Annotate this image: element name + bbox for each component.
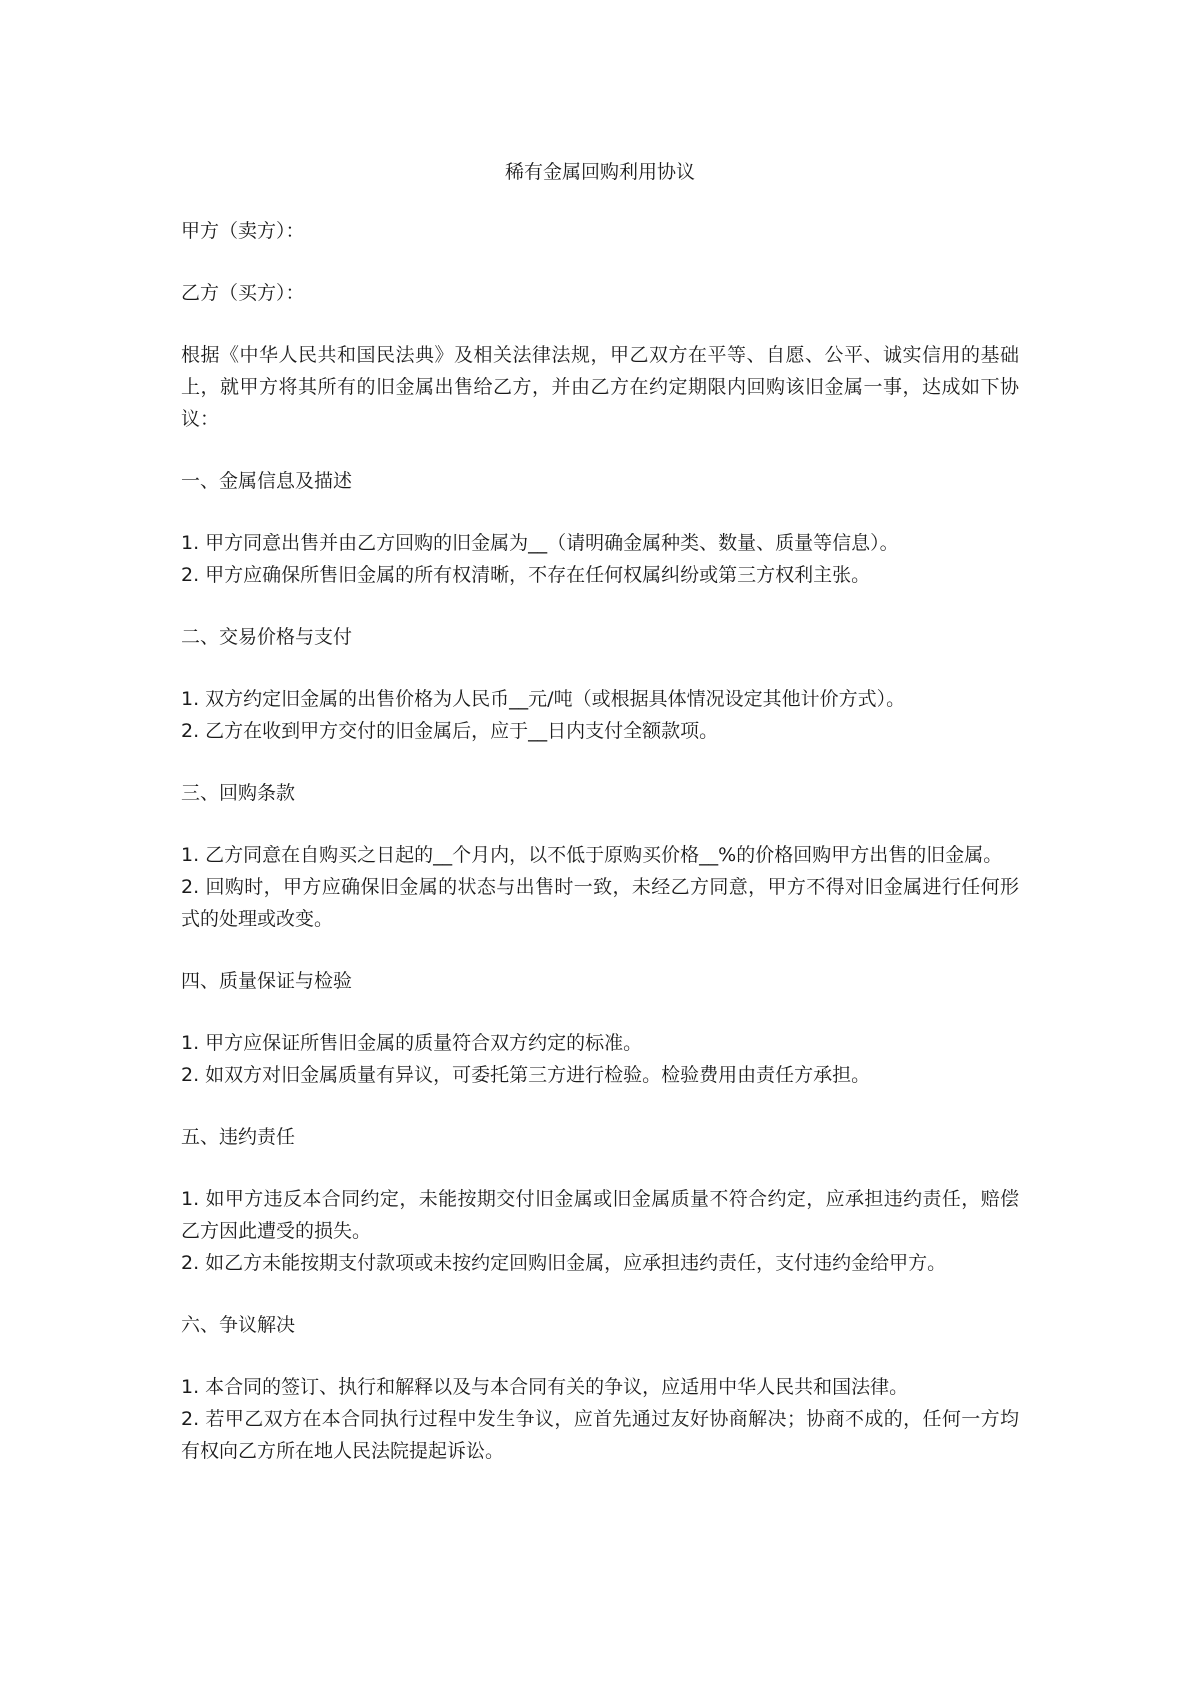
section-quality-inspection [181,965,1019,1091]
clause: 1. 本合同的签订、执行和解释以及与本合同有关的争议，应适用中华人民共和国法律。 [181,1376,909,1398]
section-heading: 三、回购条款 [181,782,296,804]
section-heading: 四、质量保证与检验 [181,970,353,992]
clause: 1. 甲方同意出售并由乙方回购的旧金属为__（请明确金属种类、数量、质量等信息）。 [181,532,899,554]
document-title: 稀有金属回购利用协议 [504,161,695,183]
clause: 2. 如双方对旧金属质量有异议，可委托第三方进行检验。检验费用由责任方承担。 [181,1064,871,1086]
clause: 2. 乙方在收到甲方交付的旧金属后，应于__日内支付全额款项。 [181,720,719,742]
section-heading: 二、交易价格与支付 [181,626,353,648]
clause-list [181,1183,1019,1279]
section-dispute-resolution [181,1309,1019,1467]
section-heading: 六、争议解决 [181,1314,296,1336]
section-heading: 一、金属信息及描述 [181,470,353,492]
clause-list [181,683,1019,747]
section-buyback-terms [181,777,1019,935]
clause: 2. 如乙方未能按期支付款项或未按约定回购旧金属，应承担违约责任，支付违约金给甲方。 [181,1252,947,1274]
section-breach-liability [181,1121,1019,1279]
clause: 1. 甲方应保证所售旧金属的质量符合双方约定的标准。 [181,1032,643,1054]
clause: 1. 乙方同意在自购买之日起的__个月内，以不低于原购买价格__%的价格回购甲方出售的旧金属。 [181,844,1003,866]
clause: 1. 双方约定旧金属的出售价格为人民币__元/吨（或根据具体情况设定其他计价方式）。 [181,688,906,710]
party-b-line: 乙方（买方）： [181,282,305,304]
section-heading: 五、违约责任 [181,1126,296,1148]
clause: 2. 回购时，甲方应确保旧金属的状态与出售时一致，未经乙方同意，甲方不得对旧金属进行任何形式的处理或改变。 [181,876,1019,930]
clause-list [181,1027,1019,1091]
section-metal-info [181,465,1019,591]
clause-list [181,527,1019,591]
clause-list [181,1371,1019,1467]
document-page [181,156,1019,1467]
clause: 1. 如甲方违反本合同约定，未能按期交付旧金属或旧金属质量不符合约定，应承担违约责任，赔偿乙方因此遭受的损失。 [181,1188,1019,1242]
section-price-payment [181,621,1019,747]
preamble-paragraph: 根据《中华人民共和国民法典》及相关法律法规，甲乙双方在平等、自愿、公平、诚实信用的基础上，就甲方将其所有的旧金属出售给乙方，并由乙方在约定期限内回购该旧金属一事，达成如下协议： [181,344,1019,430]
party-a-line: 甲方（卖方）： [181,220,305,242]
clause: 2. 甲方应确保所售旧金属的所有权清晰，不存在任何权属纠纷或第三方权利主张。 [181,564,871,586]
clause-list [181,839,1019,935]
clause: 2. 若甲乙双方在本合同执行过程中发生争议，应首先通过友好协商解决；协商不成的，任何一方均有权向乙方所在地人民法院提起诉讼。 [181,1408,1019,1462]
